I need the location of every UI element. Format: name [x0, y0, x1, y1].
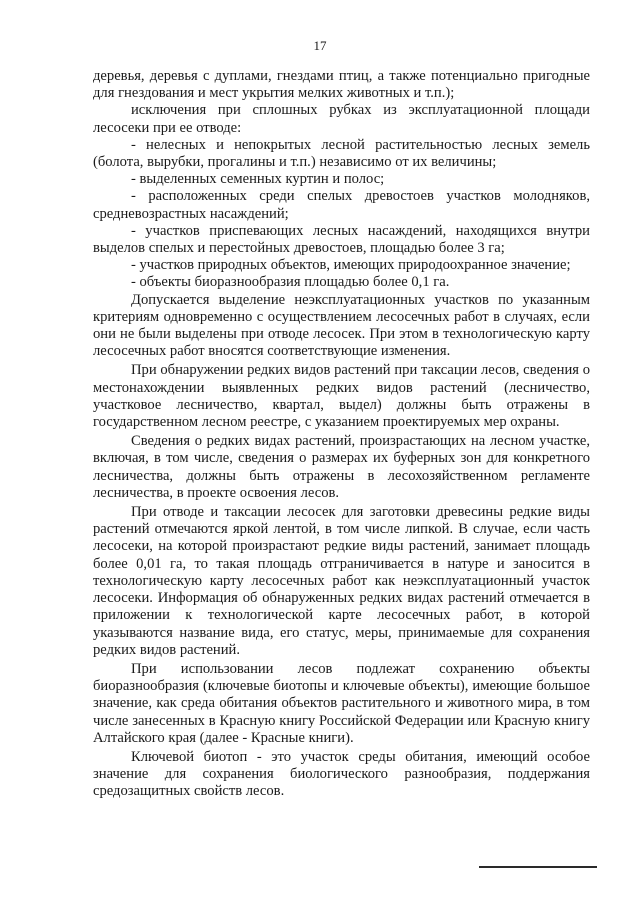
paragraph-rare-species-taxation: При обнаружении редких видов растений при таксации лесов, сведения о местонахождении выявленных редких видов растений (лесничество, участковое лесничество, квартал, выдел) должны быть отражены в государственном лесном реестре, с указанием проектируемых мер охраны. [93, 362, 590, 431]
footer-rule [479, 866, 597, 868]
paragraph-rare-species-info: Сведения о редких видах растений, произрастающих на лесном участке, включая, в том числе, сведения о размерах их буферных зон для конкретного лесничества, должны быть отражены в лесохозяйственном регламенте лесничества, в проекте освоения лесов. [93, 433, 590, 501]
paragraph-allowed-allocation: Допускается выделение неэксплуатационных участков по указанным критериям одновременно с осуществлением лесосечных работ в случаях, если они не были выделены при отводе лесосек. При этом в технологическую карту лесосечных работ вносятся соответствующие изменения. [93, 291, 590, 360]
document-body [93, 68, 590, 801]
paragraph-exclusions: исключения при сплошных рубках из эксплуатационной площади лесосеки при ее отводе: [93, 102, 590, 136]
paragraph-continuation: деревья, деревья с дуплами, гнездами птиц, а также потенциально пригодные для гнездования и мест укрытия мелких животных и т.п.); [93, 68, 590, 102]
list-item-biodiversity-objects: - объекты биоразнообразия площадью более 0,1 га. [131, 274, 450, 291]
paragraph-allotment-marking: При отводе и таксации лесосек для заготовки древесины редкие виды растений отмечаются яркой лентой, в том числе липкой. В случае, если часть лесосеки, на которой произрастают редкие виды растений, занимает площадь более 0,01 га, то такая площадь отграничивается в натуре и заносится в технологическую карту лесосечных работ как неэксплуатационный участок лесосеки. Информация об обнаруженных редких видах растений отмечается в приложении к технологической карте лесосечных работ, в которой указываются название вида, его статус, меры, принимаемые для сохранения редких видов растений. [93, 504, 590, 658]
page-number: 17 [313, 38, 327, 53]
list-item-maturing-stands: - участков приспевающих лесных насаждений, находящихся внутри выделов спелых и перестойных древостоев, площадью более 3 га; [93, 222, 590, 257]
list-item-young-stands: - расположенных среди спелых древостоев участков молодняков, средневозрастных насаждений; [93, 188, 590, 222]
paragraph-key-biotope: Ключевой биотоп - это участок среды обитания, имеющий особое значение для сохранения биологического разнообразия, поддержания средозащитных свойств лесов. [93, 748, 590, 800]
list-item-natural-objects: - участков природных объектов, имеющих природоохранное значение; [131, 257, 571, 274]
list-item-nonforest-lands: - нелесных и непокрытых лесной растительностью лесных земель (болота, вырубки, прогалины и т.п.) независимо от их величины; [93, 136, 590, 171]
paragraph-biodiversity-preservation: При использовании лесов подлежат сохранению объекты биоразнообразия (ключевые биотопы и ключевые объекты), имеющие большое значение, как среда обитания объектов растительного и животного мира, в том числе занесенных в Красную книгу Российской Федерации или Красную книгу Алтайского края (далее - Красные книги). [93, 660, 590, 746]
list-item-seed-clumps: - выделенных семенных куртин и полос; [131, 171, 385, 188]
